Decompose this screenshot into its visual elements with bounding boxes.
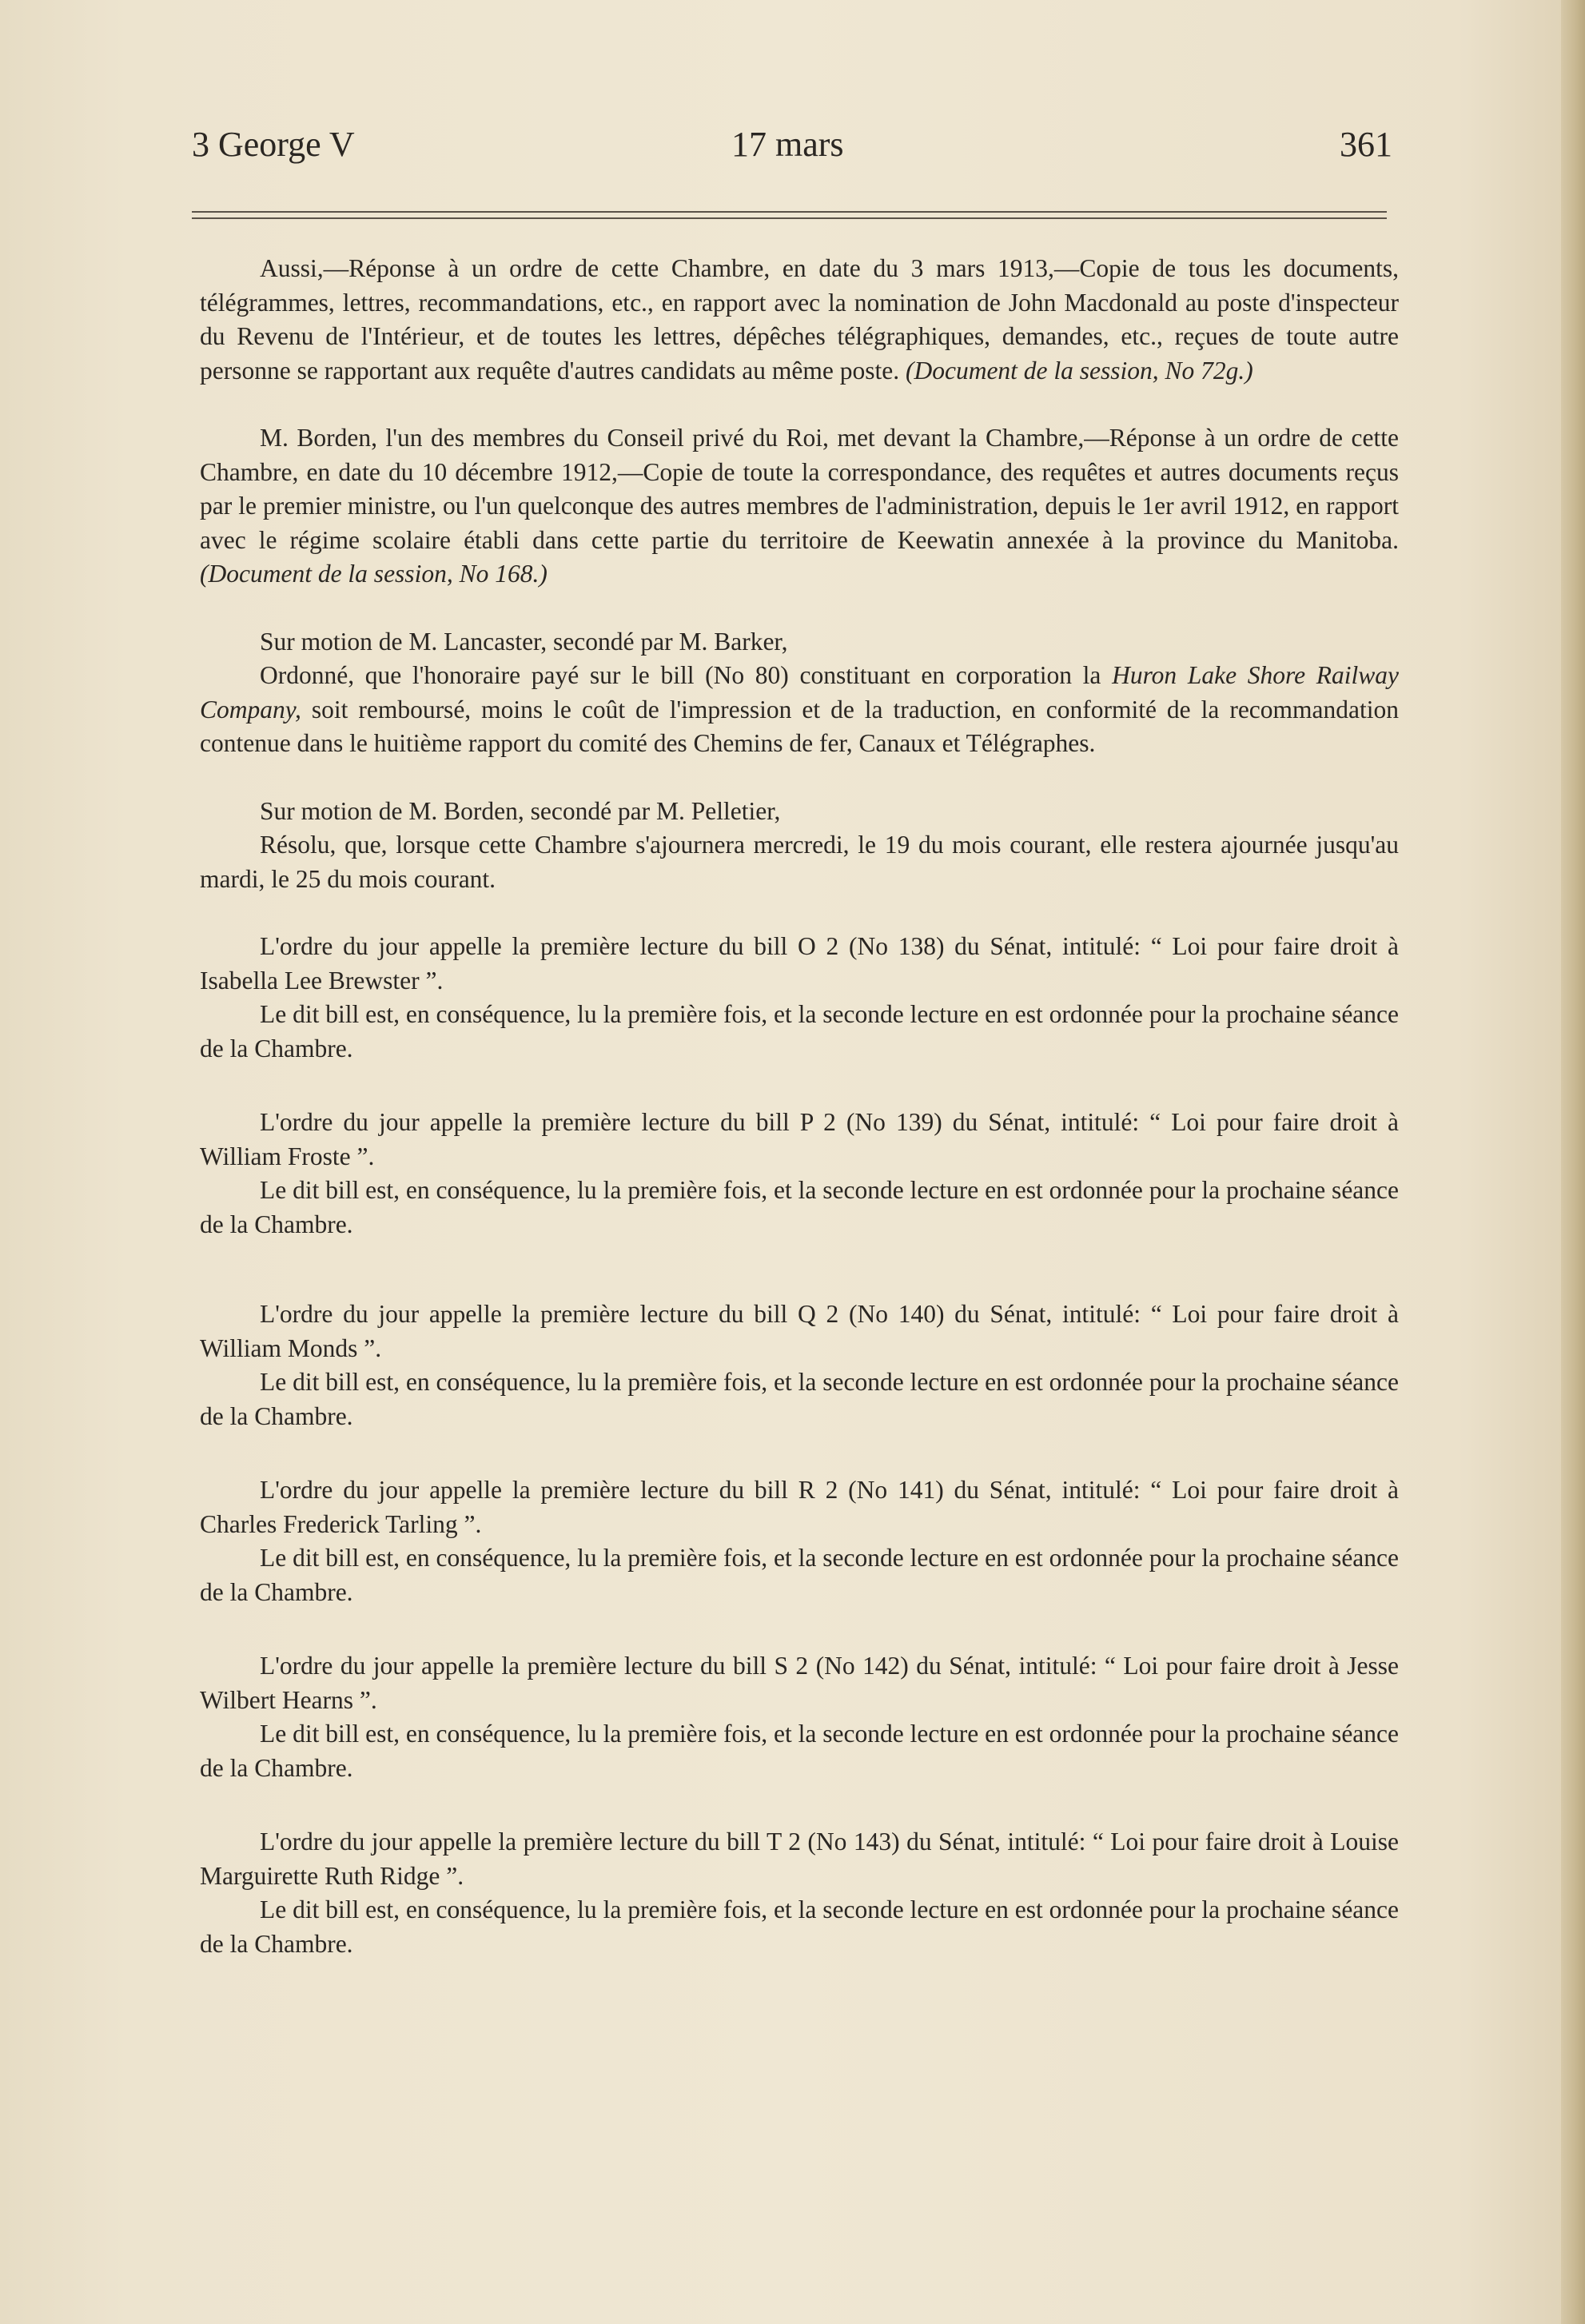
page-number: 361: [1340, 125, 1392, 164]
motion-line: Sur motion de M. Lancaster, secondé par M. Barker,: [260, 627, 788, 656]
company-name: Huron Lake Shore Railway Company,: [200, 661, 1399, 724]
paragraph: M. Borden, l'un des membres du Conseil privé du Roi, met devant la Chambre,—Réponse à un ordre de cette Chambre, en date du 10 décembre 1912,—Copie de toute la correspondance, des requêtes et autres documents reçus par le premier ministre, ou l'un quelconque des autres membres de l'administration, depuis le 1er avril 1912, en rapport avec le régime scolaire établi dans cette partie du territoire de Keewatin annexée à la province du Manitoba. (Document de la session, No 168.): [200, 424, 1399, 588]
header-regnal-year: 3 George V: [192, 125, 355, 164]
running-header: [192, 124, 1392, 180]
bill-result: Le dit bill est, en conséquence, lu la première fois, et la seconde lecture en est ordonnée pour la prochaine séance de la Chambre.: [200, 1720, 1399, 1782]
bill-result: Le dit bill est, en conséquence, lu la première fois, et la seconde lecture en est ordonnée pour la prochaine séance de la Chambre.: [200, 1176, 1399, 1238]
page-edge: [1561, 0, 1585, 2324]
paragraph: Aussi,—Réponse à un ordre de cette Chambre, en date du 3 mars 1913,—Copie de tous les documents, télégrammes, lettres, recommandations, etc., en rapport avec la nomination de John Macdonald au poste d'inspecteur du Revenu de l'Intérieur, et de toutes les lettres, dépêches télégraphiques, demandes, etc., reçues de toute autre personne se rapportant aux requête d'autres candidats au même poste. (Document de la session, No 72g.): [200, 254, 1399, 385]
bill-order: L'ordre du jour appelle la première lecture du bill T 2 (No 143) du Sénat, intitulé: “ Loi pour faire droit à Louise Marguirette Ruth Ridge ”.: [200, 1828, 1399, 1890]
header-rule: [192, 211, 1387, 213]
bill-result: Le dit bill est, en conséquence, lu la première fois, et la seconde lecture en est ordonnée pour la prochaine séance de la Chambre.: [200, 1368, 1399, 1430]
bill-order: L'ordre du jour appelle la première lecture du bill O 2 (No 138) du Sénat, intitulé: “ Loi pour faire droit à Isabella Lee Brewster ”.: [200, 932, 1399, 995]
journal-body: [200, 252, 1399, 1961]
bill-order: L'ordre du jour appelle la première lecture du bill R 2 (No 141) du Sénat, intitulé: “ Loi pour faire droit à Charles Frederick Tarling ”.: [200, 1476, 1399, 1538]
bill-order: L'ordre du jour appelle la première lecture du bill S 2 (No 142) du Sénat, intitulé: “ Loi pour faire droit à Jesse Wilbert Hearns ”.: [200, 1652, 1399, 1714]
paragraph: Résolu, que, lorsque cette Chambre s'ajournera mercredi, le 19 du mois courant, elle restera ajournée jusqu'au mardi, le 25 du mois courant.: [200, 831, 1399, 893]
document-reference: (Document de la session, No 168.): [200, 560, 548, 588]
bill-order: L'ordre du jour appelle la première lecture du bill P 2 (No 139) du Sénat, intitulé: “ Loi pour faire droit à William Froste ”.: [200, 1108, 1399, 1170]
bill-result: Le dit bill est, en conséquence, lu la première fois, et la seconde lecture en est ordonnée pour la prochaine séance de la Chambre.: [200, 1000, 1399, 1062]
bill-result: Le dit bill est, en conséquence, lu la première fois, et la seconde lecture en est ordonnée pour la prochaine séance de la Chambre.: [200, 1895, 1399, 1958]
header-date: 17 mars: [731, 125, 844, 164]
header-rule: [192, 217, 1387, 219]
bill-order: L'ordre du jour appelle la première lecture du bill Q 2 (No 140) du Sénat, intitulé: “ Loi pour faire droit à William Monds ”.: [200, 1300, 1399, 1362]
bill-result: Le dit bill est, en conséquence, lu la première fois, et la seconde lecture en est ordonnée pour la prochaine séance de la Chambre.: [200, 1544, 1399, 1606]
document-reference: (Document de la session, No 72g.): [905, 356, 1253, 385]
paragraph: Ordonné, que l'honoraire payé sur le bill (No 80) constituant en corporation la Huron Lake Shore Railway Company, soit remboursé, moins le coût de l'impression et de la traduction, en conformité de la recommandation contenue dans le huitième rapport du comité des Chemins de fer, Canaux et Télégraphes.: [200, 661, 1399, 757]
motion-line: Sur motion de M. Borden, secondé par M. Pelletier,: [260, 796, 781, 825]
